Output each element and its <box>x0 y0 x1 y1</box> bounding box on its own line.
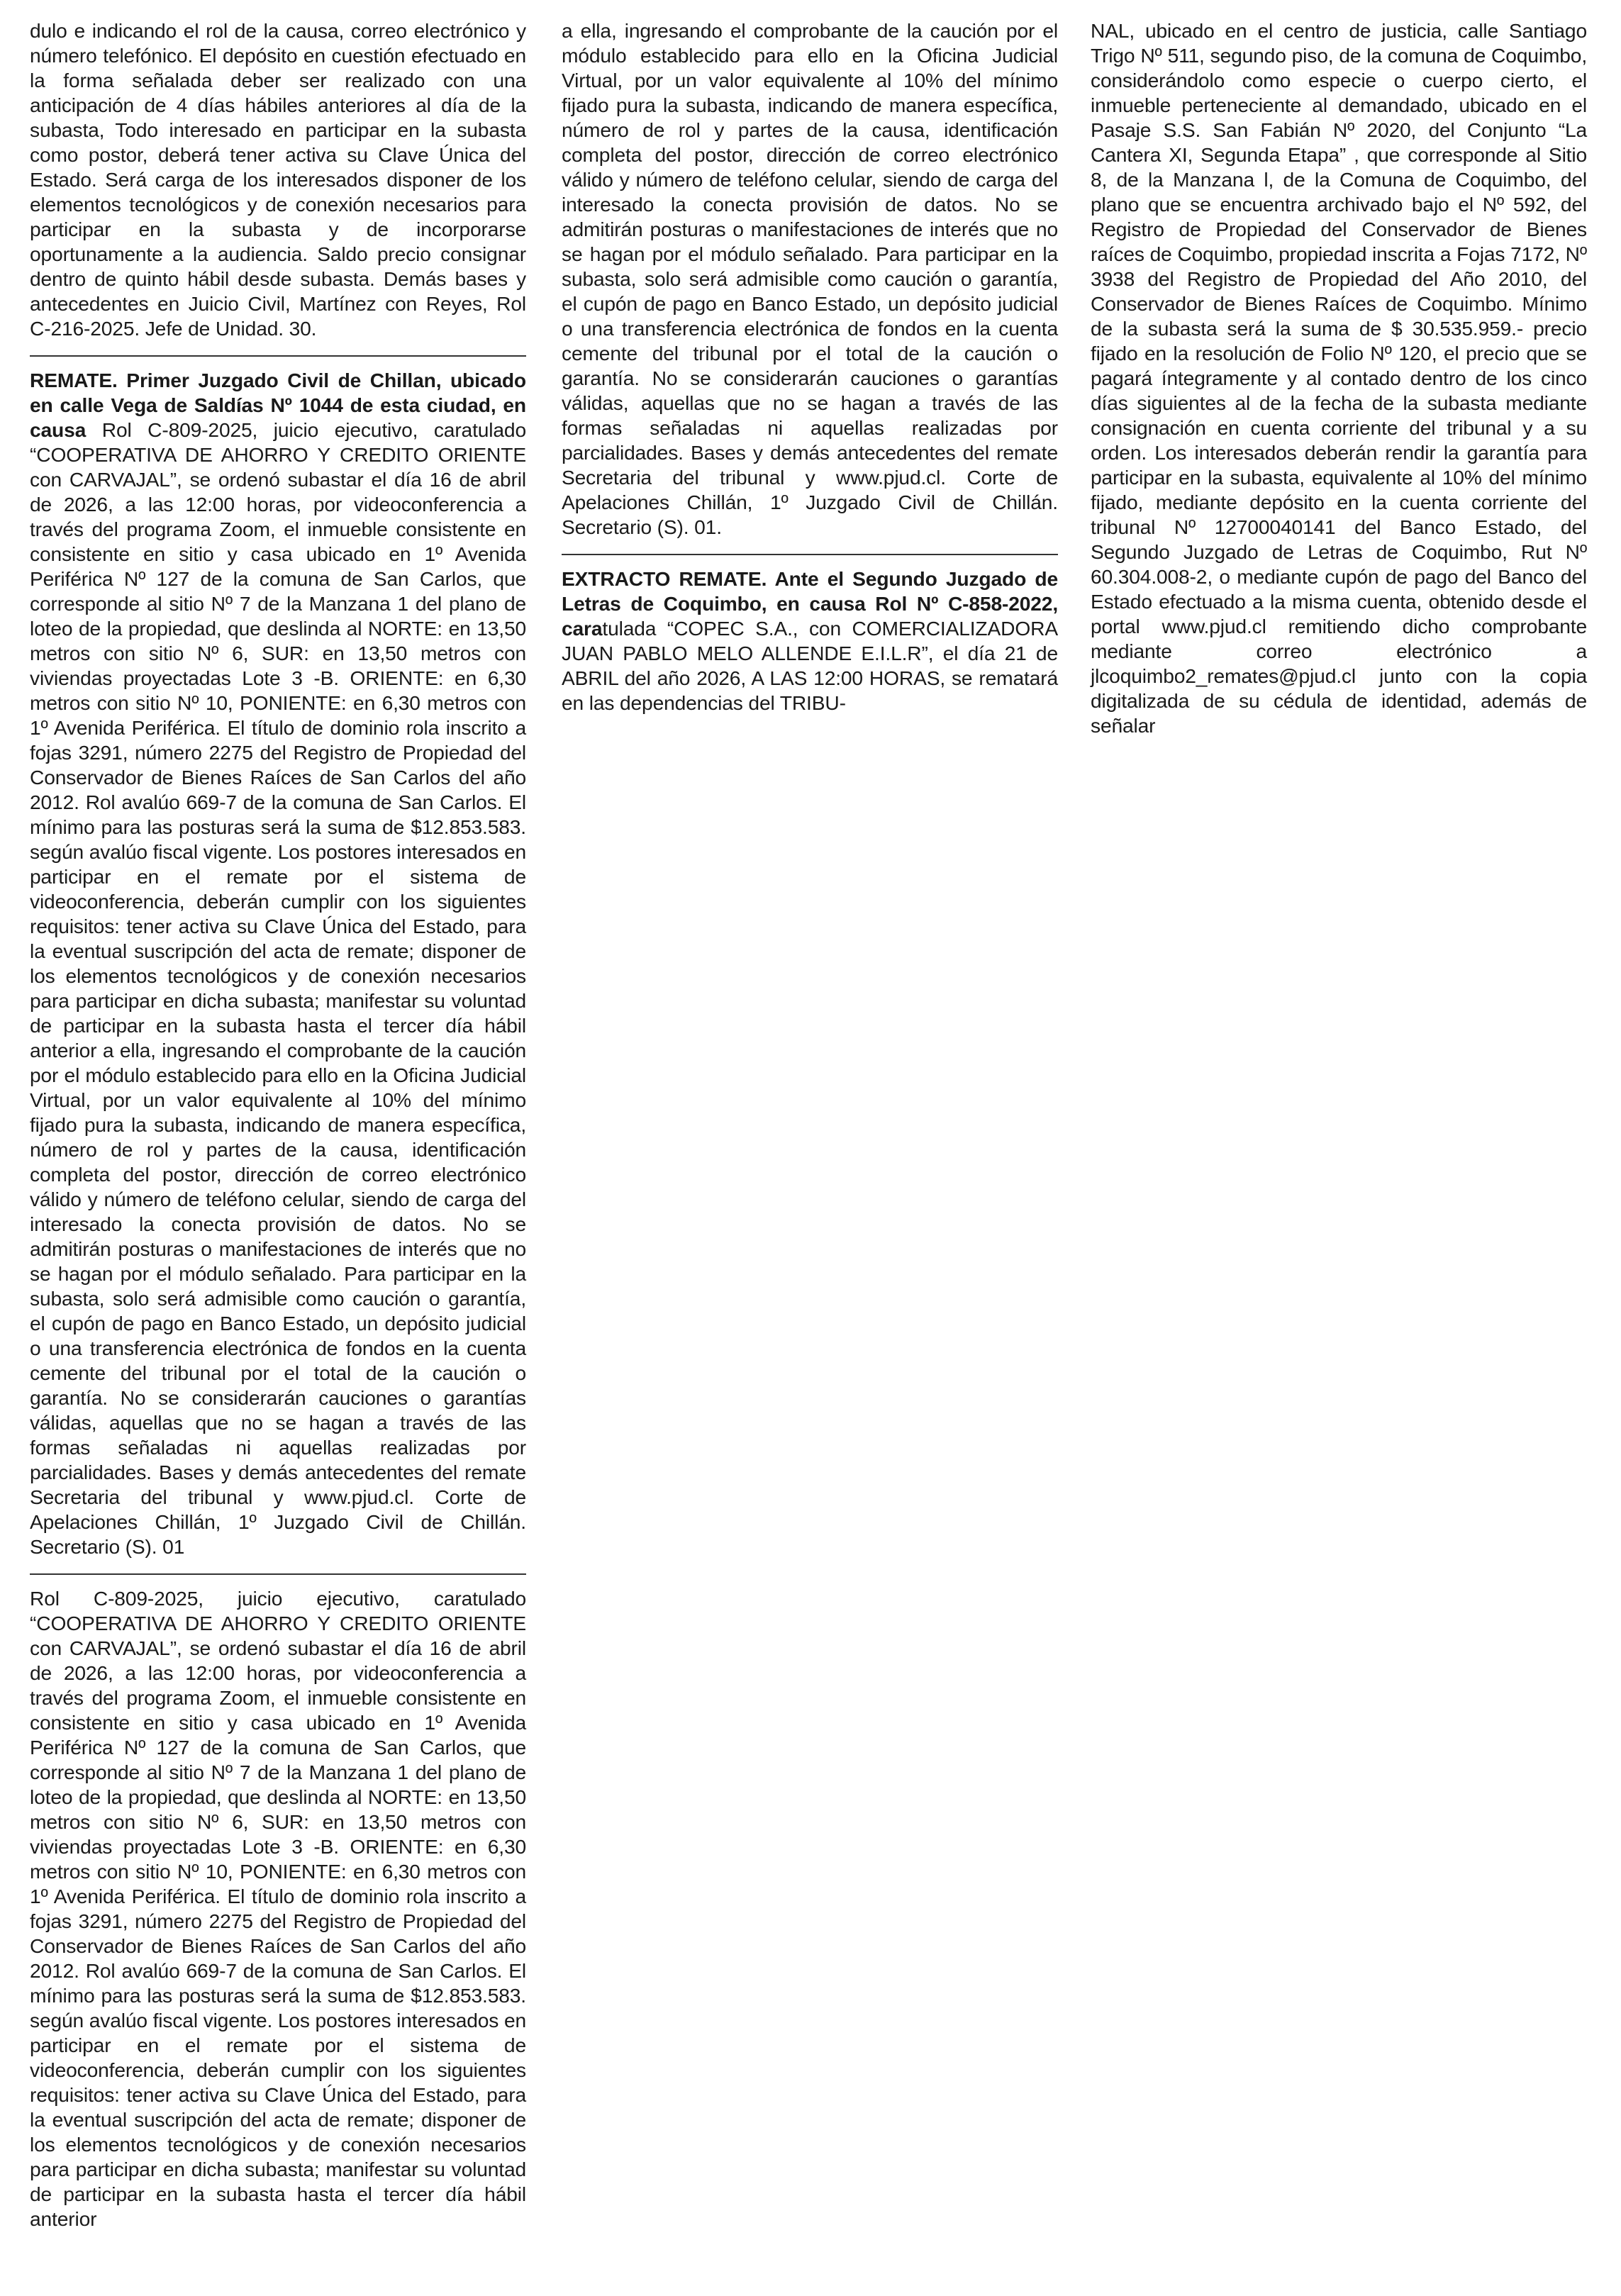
notice-4-heading: EXTRACTO REMATE. Ante el Segundo Juzgado de Letras de Coquimbo, en causa Rol Nº C-858-2022, cara <box>562 567 1058 640</box>
notice-2-body: Rol C-809-2025, juicio ejecutivo, caratulado “COOPERATIVA DE AHORRO Y CREDITO ORIENTE con CARVAJAL”, se ordenó subastar el día 16 de abril de 2026, a las 12:00 horas, por videoconferencia a través del programa Zoom, el inmueble consistente en consistente en sitio y casa ubicado en 1º Avenida Periférica Nº 127 de la comuna de San Carlos, que corresponde al sitio Nº 7 de la Manzana 1 del plano de loteo de la propiedad, que deslinda al NORTE: en 13,50 metros con sitio Nº 6, SUR: en 13,50 metros con viviendas proyectadas Lote 3 -B. ORIENTE: en 6,30 metros con sitio Nº 10, PONIENTE: en 6,30 metros con 1º Avenida Periférica. El título de dominio rola inscrito a fojas 3291, número 2275 del Registro de Propiedad del Conservador de Bienes Raíces de San Carlos del año 2012. Rol avalúo 669-7 de la comuna de San Carlos. El mínimo para las posturas será la suma de $12.853.583. según avalúo fiscal vigente. Los postores interesados en participar en el remate por el sistema de videoconferencia, deberán cumplir con los siguientes requisitos: tener activa su Clave Única del Estado, para la eventual suscripción del acta de remate; disponer de los elementos tecnológicos y de conexión necesarios para participar en dicha subasta; manifestar su voluntad de participar en la subasta hasta el tercer día hábil anterior a ella, ingresando el comprobante de la caución por el módulo establecido para ello en la Oficina Judicial Virtual, por un valor equivalente al 10% del mínimo fijado pura la subasta, indicando de manera específica, número de rol y partes de la causa, identificación completa del postor, dirección de correo electrónico válido y número de teléfono celular, siendo de carga del interesado la conecta provisión de datos. No se admitirán posturas o manifestaciones de interés que no se hagan por el módulo señalado. Para participar en la subasta, solo será admisible como caución o garantía, el cupón de pago en Banco Estado, un depósito judicial o una transferencia electrónica de fondos en la cuenta cemente del tribunal por el total de la caución o garantía. No se considerarán cauciones o garantías válidas, aquellas que no se hagan a través de las formas señaladas ni aquellas realizadas por parcialidades. Bases y demás antecedentes del remate Secretaria del tribunal y www.pjud.cl. Corte de Apelaciones Chillán, 1º Juzgado Civil de Chillán. Secretario (S). 01 <box>30 418 526 1558</box>
notice-4-body: tulada “COPEC S.A., con COMERCIALIZADORA JUAN PABLO MELO ALLENDE E.I.L.R”, el día 21 de ABRIL del año 2026, A LAS 12:00 HORAS, se rematará en las dependencias del TRIBU- <box>562 617 1058 714</box>
notice-3-body: Rol C-809-2025, juicio ejecutivo, caratulado “COOPERATIVA DE AHORRO Y CREDITO ORIENTE con CARVAJAL”, se ordenó subastar el día 16 de abril de 2026, a las 12:00 horas, por videoconferencia a través del programa Zoom, el inmueble consistente en consistente en sitio y casa ubicado en 1º Avenida Periférica Nº 127 de la comuna de San Carlos, que corresponde al sitio Nº 7 de la Manzana 1 del plano de loteo de la propiedad, que deslinda al NORTE: en 13,50 metros con sitio Nº 6, SUR: en 13,50 metros con viviendas proyectadas Lote 3 -B. ORIENTE: en 6,30 metros con sitio Nº 10, PONIENTE: en 6,30 metros con 1º Avenida Periférica. El título de dominio rola inscrito a fojas 3291, número 2275 del Registro de Propiedad del Conservador de Bienes Raíces de San Carlos del año 2012. Rol avalúo 669-7 de la comuna de San Carlos. El mínimo para las posturas será la suma de $12.853.583. según avalúo fiscal vigente. Los postores interesados en participar en el remate por el sistema de videoconferencia, deberán cumplir con los siguientes requisitos: tener activa su Clave Única del Estado, para la eventual suscripción del acta de remate; disponer de los elementos tecnológicos y de conexión necesarios para participar en dicha subasta; manifestar su voluntad de participar en la subasta hasta el tercer día hábil anterior <box>30 1587 526 2230</box>
column-2 <box>562 18 1058 715</box>
column-3 <box>1091 18 1587 738</box>
notice-divider <box>30 1573 526 1575</box>
notice-4-continuation: NAL, ubicado en el centro de justicia, calle Santiago Trigo Nº 511, segundo piso, de la comuna de Coquimbo, considerándolo como especie o cuerpo cierto, el inmueble perteneciente al demandado, ubicado en el Pasaje S.S. San Fabián Nº 2020, del Conjunto “La Cantera XI, Segunda Etapa” , que corresponde al Sitio 8, de la Manzana l, de la Comuna de Coquimbo, del plano que se encuentra archivado bajo el Nº 592, del Registro de Propiedad del Conservador de Bienes raíces de Coquimbo, propiedad inscrita a Fojas 7172, Nº 3938 del Registro de Propiedad del Año 2010, del Conservador de Bienes Raíces de Coquimbo. Mínimo de la subasta será la suma de $ 30.535.959.- precio fijado en la resolución de Folio Nº 120, el precio que se pagará íntegramente y al contado dentro de los cinco días siguientes al de la fecha de la subasta mediante consignación en cuenta corriente del tribunal y a su orden. Los interesados deberán rendir la garantía para participar en la subasta, equivalente al 10% del mínimo fijado, mediante depósito en la cuenta corriente del tribunal Nº 12700040141 del Banco Estado, del Segundo Juzgado de Letras de Coquimbo, Rut Nº 60.304.008-2, o mediante cupón de pago del Banco del Estado efectuado a la misma cuenta, obtenido desde el portal www.pjud.cl remitiendo dicho comprobante mediante correo electrónico a jlcoquimbo2_remates@pjud.cl junto con la copia digitalizada de su cédula de identidad, además de señalar <box>1091 19 1587 737</box>
notice-2-heading: REMATE. Primer Juzgado Civil de Chillan, ubicado en calle Vega de Saldías Nº 1044 de esta ciudad, en causa <box>30 369 526 441</box>
notice-2-remate-chillan <box>30 368 526 1559</box>
notice-4-extracto-remate <box>562 567 1058 715</box>
notice-3-continuation: a ella, ingresando el comprobante de la caución por el módulo establecido para ello en la Oficina Judicial Virtual, por un valor equivalente al 10% del mínimo fijado pura la subasta, indicando de manera específica, número de rol y partes de la causa, identificación completa del postor, dirección de correo electrónico válido y número de teléfono celular, siendo de carga del interesado la conecta provisión de datos. No se admitirán posturas o manifestaciones de interés que no se hagan por el módulo señalado. Para participar en la subasta, solo será admisible como caución o garantía, el cupón de pago en Banco Estado, un depósito judicial o una transferencia electrónica de fondos en la cuenta cemente del tribunal por el total de la caución o garantía. No se considerarán cauciones o garantías válidas, aquellas que no se hagan a través de las formas señaladas ni aquellas realizadas por parcialidades. Bases y demás antecedentes del remate Secretaria del tribunal y www.pjud.cl. Corte de Apelaciones Chillán, 1º Juzgado Civil de Chillán. Secretario (S). 01. <box>562 19 1058 538</box>
notice-divider <box>562 554 1058 555</box>
notice-1-tail: dulo e indicando el rol de la causa, correo electrónico y número telefónico. El depósito en cuestión efectuado en la forma señalada deber ser realizado con una anticipación de 4 días hábiles anteriores al día de la subasta, Todo interesado en participar en la subasta como postor, deberá tener activa su Clave Única del Estado. Será carga de los interesados disponer de los elementos tecnológicos y de conexión necesarios para participar en la subasta y de incorporarse oportunamente a la audiencia. Saldo precio consignar dentro de quinto hábil desde subasta. Demás bases y antecedentes en Juicio Civil, Martínez con Reyes, Rol C-216-2025. Jefe de Unidad. 30. <box>30 19 526 340</box>
notice-divider <box>30 355 526 357</box>
column-1 <box>30 18 526 2231</box>
